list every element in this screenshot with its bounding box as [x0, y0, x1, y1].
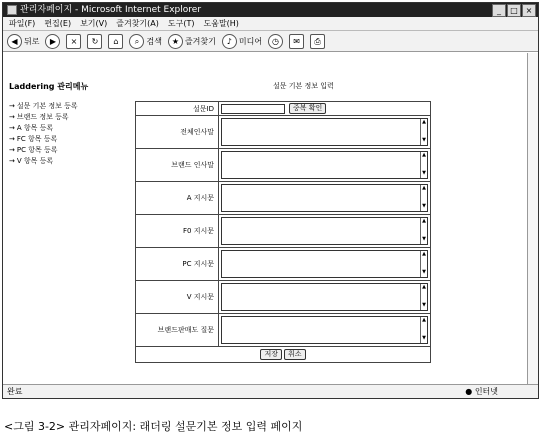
print-icon: ⎙ [310, 34, 325, 49]
sidebar-item-a[interactable]: → A 항목 등록 [9, 123, 78, 134]
status-bar [3, 384, 538, 398]
forward-arrow-icon: ▶ [45, 34, 60, 49]
media-icon: ♪ [222, 34, 237, 49]
window-title: 관리자페이지 - Microsoft Internet Explorer [20, 5, 202, 15]
field-label: F0 지시문 [136, 215, 219, 248]
textarea[interactable] [221, 151, 428, 179]
browser-window [2, 2, 539, 399]
sidebar-menu [9, 101, 78, 167]
field-label: 전체인사말 [136, 116, 219, 149]
sidebar-item-brand-info[interactable]: → 브랜드 정보 등록 [9, 112, 78, 123]
zone-indicator: ● 인터넷 [465, 387, 498, 396]
history-button[interactable] [268, 34, 283, 49]
textarea[interactable] [221, 316, 428, 344]
menu-file[interactable]: 파일(F) [9, 19, 36, 28]
ie-icon [7, 5, 17, 15]
textarea[interactable] [221, 283, 428, 311]
search-label: 검색 [146, 36, 162, 46]
scrollbar[interactable]: ▲ ▼ [420, 152, 427, 178]
cancel-button[interactable]: 취소 [284, 349, 306, 360]
menu-favorites[interactable]: 즐겨찾기(A) [116, 19, 159, 28]
history-icon: ◷ [268, 34, 283, 49]
home-icon: ⌂ [108, 34, 123, 49]
title-bar [3, 3, 538, 17]
scrollbar[interactable]: ▲ ▼ [420, 317, 427, 343]
sidebar-item-v[interactable]: → V 항목 등록 [9, 156, 78, 167]
mail-button[interactable] [289, 34, 304, 49]
textarea[interactable] [221, 118, 428, 146]
menu-tools[interactable]: 도구(T) [167, 19, 195, 28]
media-label: 미디어 [238, 36, 263, 46]
survey-form [135, 101, 431, 363]
forward-button[interactable] [45, 34, 60, 49]
stop-icon: × [66, 34, 81, 49]
star-icon: ★ [168, 34, 183, 49]
scrollbar[interactable]: ▲ ▼ [420, 119, 427, 145]
home-button[interactable] [108, 34, 123, 49]
search-icon: ⌕ [129, 34, 144, 49]
page-title: 설문 기본 정보 입력 [273, 82, 334, 90]
field-label: 브랜드판매도 질문 [136, 314, 219, 347]
status-text: 완료 [7, 387, 23, 396]
menu-help[interactable]: 도움말(H) [203, 19, 239, 28]
stop-button[interactable] [66, 34, 81, 49]
close-button[interactable]: × [522, 4, 536, 17]
textarea[interactable] [221, 217, 428, 245]
minimize-button[interactable]: _ [492, 4, 506, 17]
field-label: 브랜드 인사말 [136, 149, 219, 182]
zone-label: 인터넷 [474, 387, 498, 396]
sidebar-item-fc[interactable]: → FC 항목 등록 [9, 134, 78, 145]
back-label: 뒤로 [24, 36, 40, 46]
duplicate-check-button[interactable]: 중복 확인 [289, 103, 326, 114]
page-content [3, 53, 538, 383]
scrollbar[interactable]: ▲ ▼ [420, 251, 427, 277]
scrollbar[interactable]: ▲ ▼ [420, 185, 427, 211]
field-label: 설문ID [136, 102, 219, 116]
refresh-button[interactable] [87, 34, 102, 49]
media-button[interactable] [222, 34, 262, 49]
maximize-button[interactable]: □ [507, 4, 521, 17]
toolbar [3, 31, 538, 52]
refresh-icon: ↻ [87, 34, 102, 49]
save-button[interactable]: 저장 [260, 349, 282, 360]
textarea[interactable] [221, 184, 428, 212]
textarea[interactable] [221, 250, 428, 278]
search-button[interactable] [129, 34, 161, 49]
menu-view[interactable]: 보기(V) [80, 19, 108, 28]
field-label: PC 지시문 [136, 248, 219, 281]
page-scrollbar[interactable] [527, 53, 538, 385]
print-button[interactable] [310, 34, 325, 49]
mail-icon: ✉ [289, 34, 304, 49]
favorites-label: 즐겨찾기 [184, 36, 216, 46]
field-label: V 지시문 [136, 281, 219, 314]
menu-edit[interactable]: 편집(E) [44, 19, 72, 28]
menu-bar [3, 17, 538, 31]
survey-id-input[interactable] [221, 104, 285, 114]
sidebar-title: Laddering 관리메뉴 [9, 82, 89, 91]
sidebar-item-survey-info[interactable]: → 설문 기본 정보 등록 [9, 101, 78, 112]
figure-caption: <그림 3-2> 관리자페이지: 래더링 설문기본 정보 입력 페이지 [4, 420, 303, 433]
sidebar-item-pc[interactable]: → PC 항목 등록 [9, 145, 78, 156]
scrollbar[interactable]: ▲ ▼ [420, 218, 427, 244]
scrollbar[interactable]: ▲ ▼ [420, 284, 427, 310]
back-button[interactable] [7, 34, 39, 49]
field-label: A 지시문 [136, 182, 219, 215]
favorites-button[interactable] [168, 34, 216, 49]
back-arrow-icon: ◀ [7, 34, 22, 49]
